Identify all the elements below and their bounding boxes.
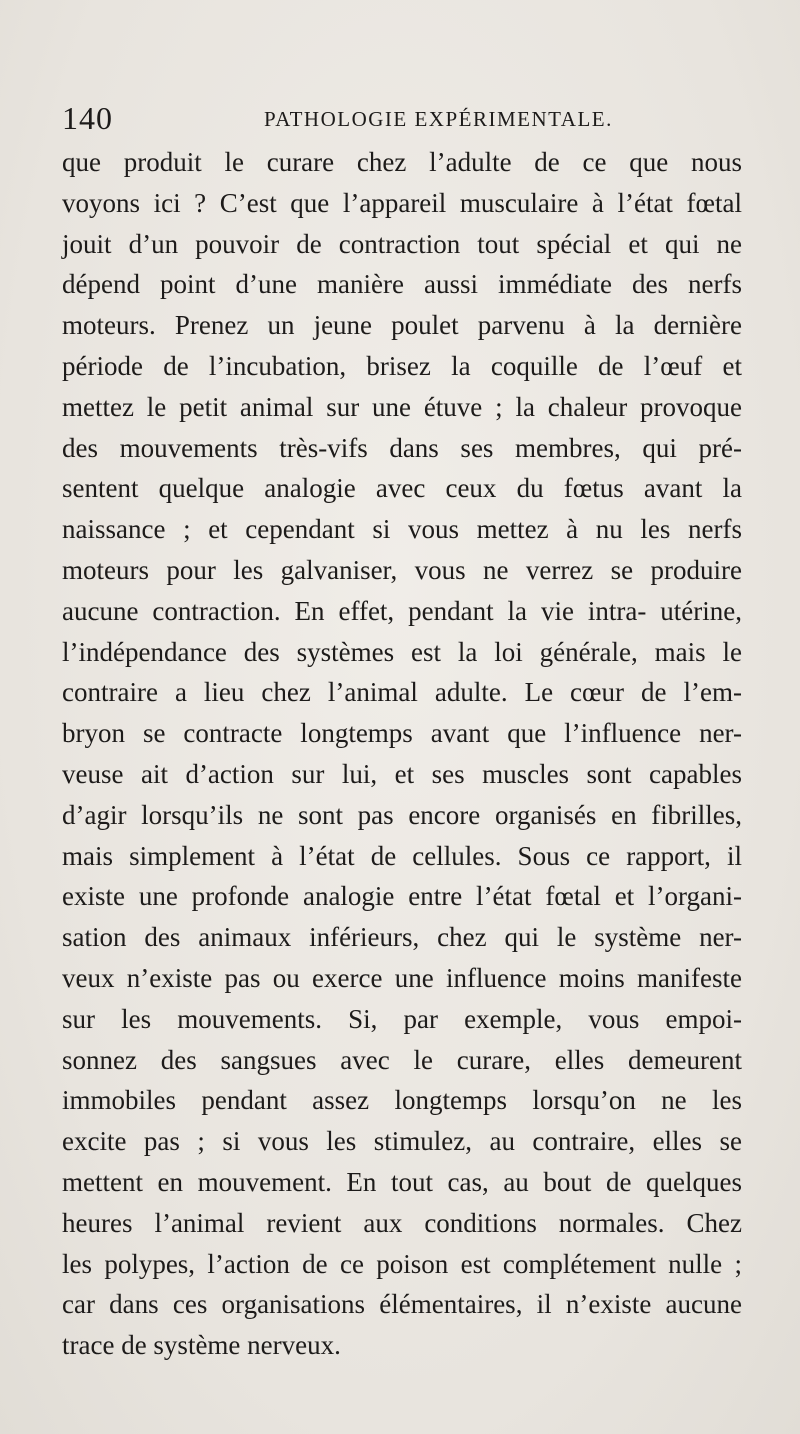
text-line: sur les mouvements. Si, par exemple, vous empoi- bbox=[62, 1003, 742, 1034]
running-title: PATHOLOGIE EXPÉRIMENTALE. bbox=[264, 107, 613, 131]
text-line: veuse ait d’action sur lui, et ses muscles sont capables bbox=[62, 758, 742, 789]
text-line: sation des animaux inférieurs, chez qui le système ner- bbox=[62, 922, 742, 953]
text-line: car dans ces organisations élémentaires, il n’existe aucune bbox=[62, 1289, 742, 1320]
text-line: mettent en mouvement. En tout cas, au bout de quelques bbox=[62, 1166, 742, 1197]
text-line: dépend point d’une manière aussi immédiate des nerfs bbox=[62, 269, 742, 300]
page-number: 140 bbox=[62, 100, 113, 136]
text-line: l’indépendance des systèmes est la loi générale, mais le bbox=[62, 636, 742, 667]
text-line: que produit le curare chez l’adulte de ce que nous bbox=[62, 147, 742, 177]
text-line: jouit d’un pouvoir de contraction tout spécial et qui ne bbox=[62, 228, 742, 259]
text-line: des mouvements très-vifs dans ses membres, qui pré- bbox=[62, 432, 742, 463]
text-line: voyons ici ? C’est que l’appareil musculaire à l’état fœtal bbox=[62, 187, 742, 218]
text-line: contraire a lieu chez l’animal adulte. Le cœur de l’em- bbox=[62, 677, 742, 708]
text-line: d’agir lorsqu’ils ne sont pas encore organisés en fibrilles, bbox=[62, 799, 742, 830]
text-line: bryon se contracte longtemps avant que l’influence ner- bbox=[62, 718, 742, 749]
text-line: sentent quelque analogie avec ceux du fœtus avant la bbox=[62, 473, 742, 504]
text-line: moteurs. Prenez un jeune poulet parvenu à la dernière bbox=[62, 310, 742, 341]
text-line: mettez le petit animal sur une étuve ; la chaleur provoque bbox=[62, 391, 742, 422]
text-line: période de l’incubation, brisez la coquille de l’œuf et bbox=[62, 350, 742, 381]
text-line: excite pas ; si vous les stimulez, au contraire, elles se bbox=[62, 1126, 742, 1157]
text-line: existe une profonde analogie entre l’état fœtal et l’organi- bbox=[62, 881, 742, 912]
text-line: heures l’animal revient aux conditions normales. Chez bbox=[62, 1207, 742, 1238]
text-line: les polypes, l’action de ce poison est complétement nulle ; bbox=[62, 1248, 742, 1279]
running-head bbox=[62, 98, 762, 138]
text-line: immobiles pendant assez longtemps lorsqu’on ne les bbox=[62, 1085, 742, 1116]
text-line: sonnez des sangsues avec le curare, elles demeurent bbox=[62, 1044, 742, 1075]
text-line: veux n’existe pas ou exerce une influence moins manifeste bbox=[62, 962, 742, 993]
text-line: mais simplement à l’état de cellules. Sous ce rapport, il bbox=[62, 840, 742, 871]
text-line: naissance ; et cependant si vous mettez à nu les nerfs bbox=[62, 514, 742, 545]
text-line: aucune contraction. En effet, pendant la vie intra- utérine, bbox=[62, 595, 742, 626]
text-line: trace de système nerveux. bbox=[62, 1330, 341, 1361]
text-line: moteurs pour les galvaniser, vous ne verrez se produire bbox=[62, 554, 742, 585]
body-text bbox=[62, 142, 742, 1366]
